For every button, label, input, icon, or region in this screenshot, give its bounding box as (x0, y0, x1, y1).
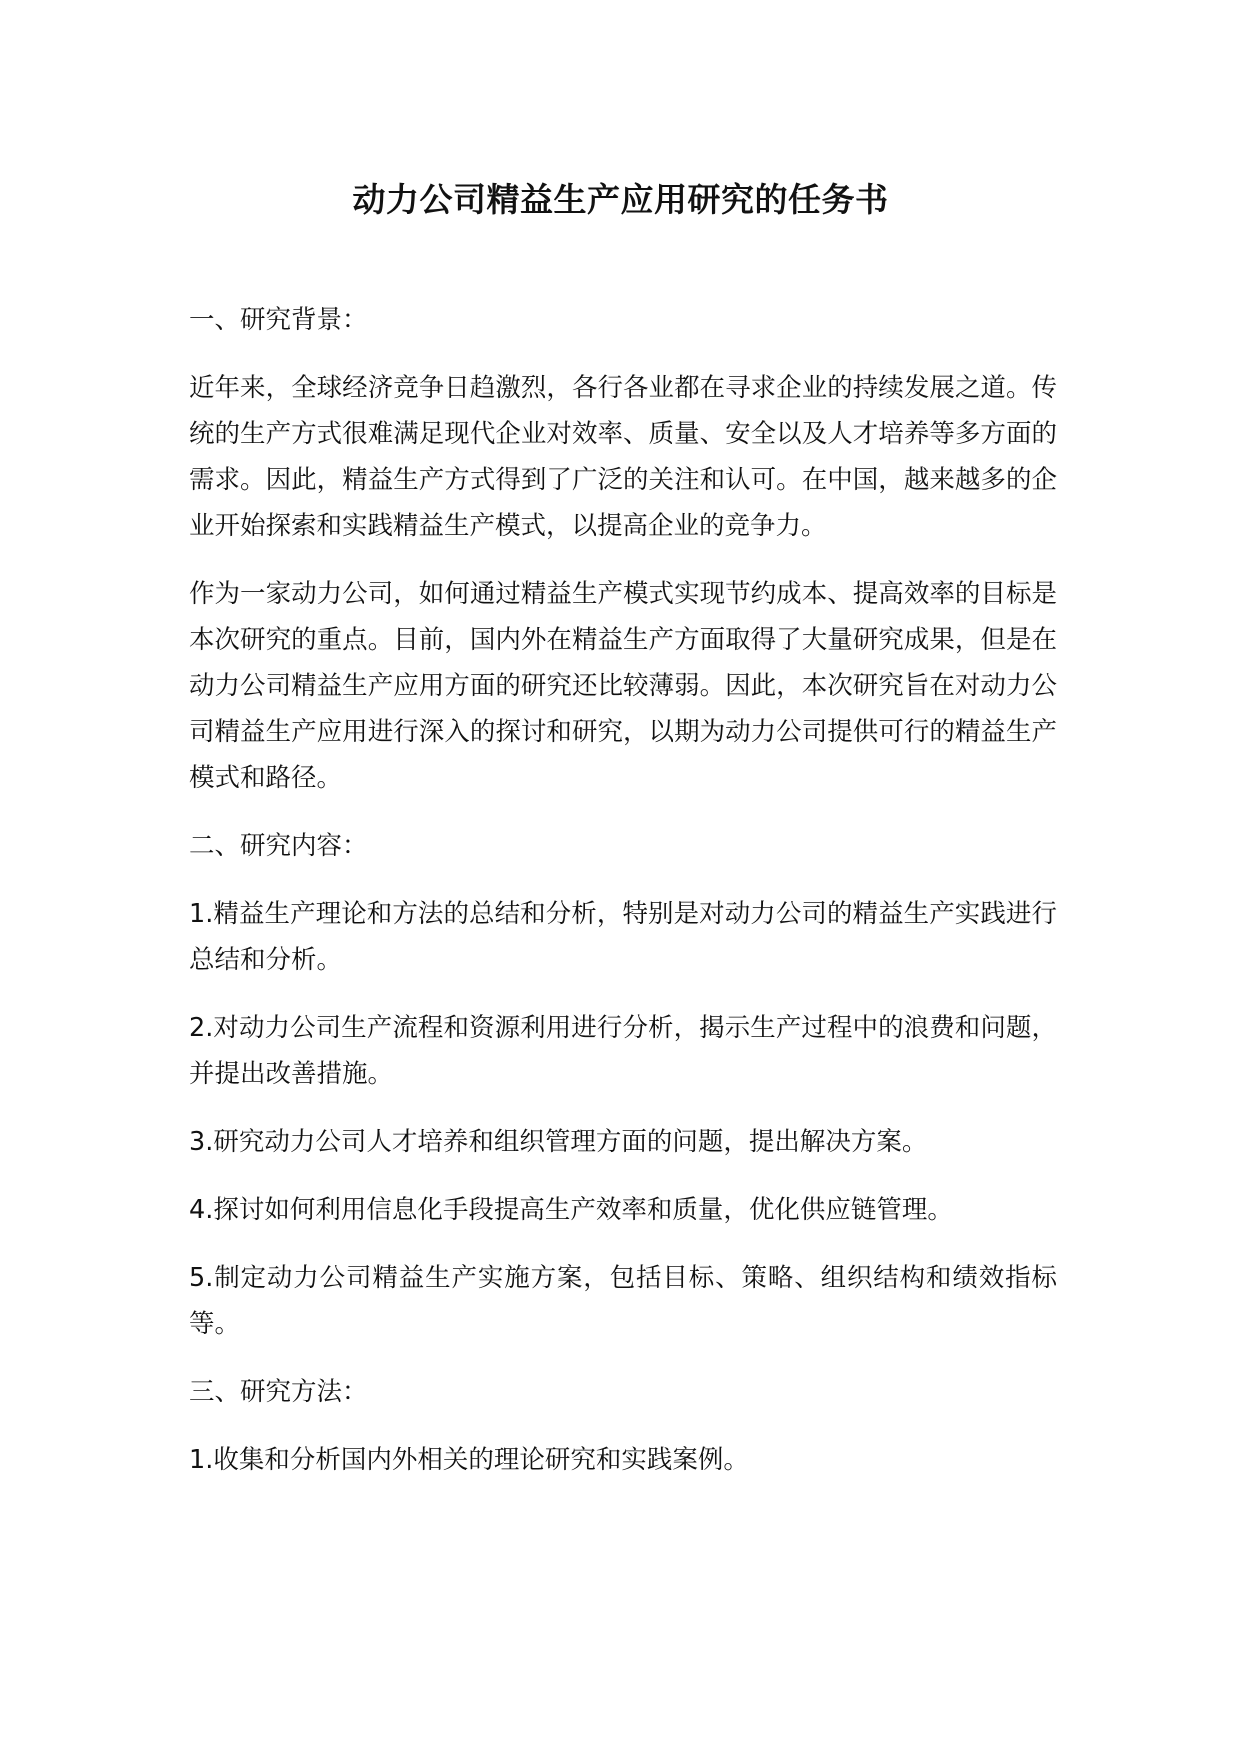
section-heading-background: 一、研究背景： (189, 305, 368, 335)
section-heading-content: 二、研究内容： (189, 831, 368, 861)
content-item-4: 4.探讨如何利用信息化手段提高生产效率和质量，优化供应链管理。 (189, 1195, 953, 1225)
content-item-5: 5.制定动力公司精益生产实施方案，包括目标、策略、组织结构和绩效指标等。 (189, 1263, 1057, 1339)
document-title: 动力公司精益生产应用研究的任务书 (352, 180, 889, 219)
content-item-2: 2.对动力公司生产流程和资源利用进行分析，揭示生产过程中的浪费和问题，并提出改善措施。 (189, 1013, 1057, 1089)
paragraph-background-2: 作为一家动力公司，如何通过精益生产模式实现节约成本、提高效率的目标是本次研究的重点。目前，国内外在精益生产方面取得了大量研究成果，但是在动力公司精益生产应用方面的研究还比较薄弱。因此，本次研究旨在对动力公司精益生产应用进行深入的探讨和研究，以期为动力公司提供可行的精益生产模式和路径。 (189, 579, 1057, 793)
paragraph-background-1: 近年来，全球经济竞争日趋激烈，各行各业都在寻求企业的持续发展之道。传统的生产方式很难满足现代企业对效率、质量、安全以及人才培养等多方面的需求。因此，精益生产方式得到了广泛的关注和认可。在中国，越来越多的企业开始探索和实践精益生产模式，以提高企业的竞争力。 (189, 373, 1057, 541)
content-item-3: 3.研究动力公司人才培养和组织管理方面的问题，提出解决方案。 (189, 1127, 928, 1157)
method-item-1: 1.收集和分析国内外相关的理论研究和实践案例。 (189, 1445, 749, 1475)
content-item-1: 1.精益生产理论和方法的总结和分析，特别是对动力公司的精益生产实践进行总结和分析。 (189, 899, 1057, 975)
document-body (189, 297, 1057, 1505)
section-heading-methods: 三、研究方法： (189, 1377, 368, 1407)
